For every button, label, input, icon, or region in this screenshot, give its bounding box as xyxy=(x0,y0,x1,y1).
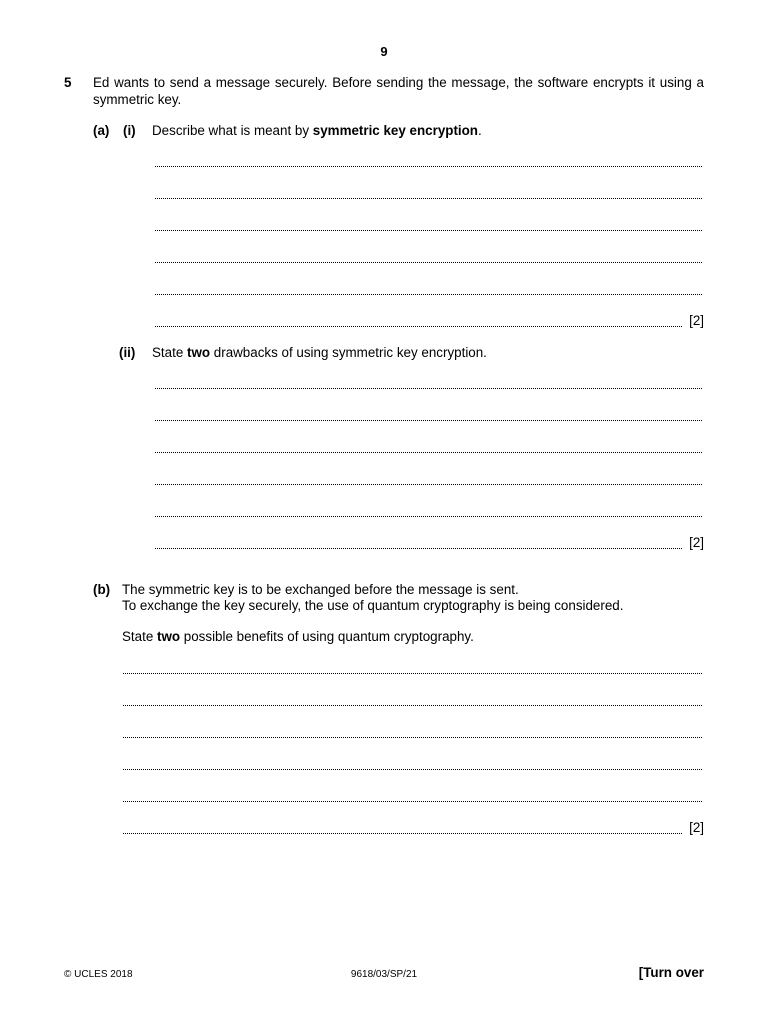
answer-line[interactable] xyxy=(155,280,702,295)
answer-line[interactable] xyxy=(123,691,702,706)
answer-line[interactable] xyxy=(155,152,702,167)
mark-allocation: [2] xyxy=(689,820,704,835)
prompt-text: State xyxy=(152,345,187,360)
answer-line[interactable] xyxy=(123,787,702,802)
page-number: 9 xyxy=(380,44,388,59)
part-b-label: (b) xyxy=(93,582,111,597)
part-a-ii-prompt xyxy=(152,345,487,361)
footer-copyright: © UCLES 2018 xyxy=(64,969,133,980)
answer-line[interactable] xyxy=(123,659,702,674)
mark-allocation: [2] xyxy=(689,313,704,328)
part-a-i-prompt xyxy=(152,123,482,139)
answer-line[interactable] xyxy=(123,755,702,770)
mark-allocation: [2] xyxy=(689,535,704,550)
part-b-context-1: The symmetric key is to be exchanged before the message is sent. xyxy=(122,582,519,597)
answer-line[interactable] xyxy=(155,438,702,453)
part-a-ii-label: (ii) xyxy=(119,345,136,360)
part-b-context-2: To exchange the key securely, the use of quantum cryptography is being considered. xyxy=(122,598,624,613)
answer-line[interactable] xyxy=(123,723,702,738)
prompt-text: . xyxy=(478,123,482,138)
prompt-text: possible benefits of using quantum cryptography. xyxy=(180,629,474,644)
question-number: 5 xyxy=(64,75,72,90)
answer-line[interactable] xyxy=(155,312,682,327)
prompt-emphasis: two xyxy=(157,629,181,644)
footer-turn-over: [Turn over xyxy=(638,965,704,980)
prompt-text: drawbacks of using symmetric key encryption. xyxy=(210,345,487,360)
answer-line[interactable] xyxy=(155,374,702,389)
question-stem: Ed wants to send a message securely. Before sending the message, the software encrypts it using a symmetric key. xyxy=(93,75,704,107)
answer-line[interactable] xyxy=(155,248,702,263)
footer-paper-code: 9618/03/SP/21 xyxy=(350,969,418,980)
answer-line[interactable] xyxy=(155,502,702,517)
part-a-i-label: (i) xyxy=(123,123,136,138)
prompt-text: State xyxy=(122,629,157,644)
answer-line[interactable] xyxy=(155,184,702,199)
answer-line[interactable] xyxy=(155,470,702,485)
answer-line[interactable] xyxy=(155,534,682,549)
part-a-label: (a) xyxy=(93,123,110,138)
answer-line[interactable] xyxy=(155,216,702,231)
part-b-prompt xyxy=(122,629,474,645)
prompt-emphasis: two xyxy=(187,345,211,360)
answer-line[interactable] xyxy=(155,406,702,421)
prompt-text: Describe what is meant by xyxy=(152,123,313,138)
answer-line[interactable] xyxy=(123,819,682,834)
prompt-emphasis: symmetric key encryption xyxy=(312,123,478,138)
